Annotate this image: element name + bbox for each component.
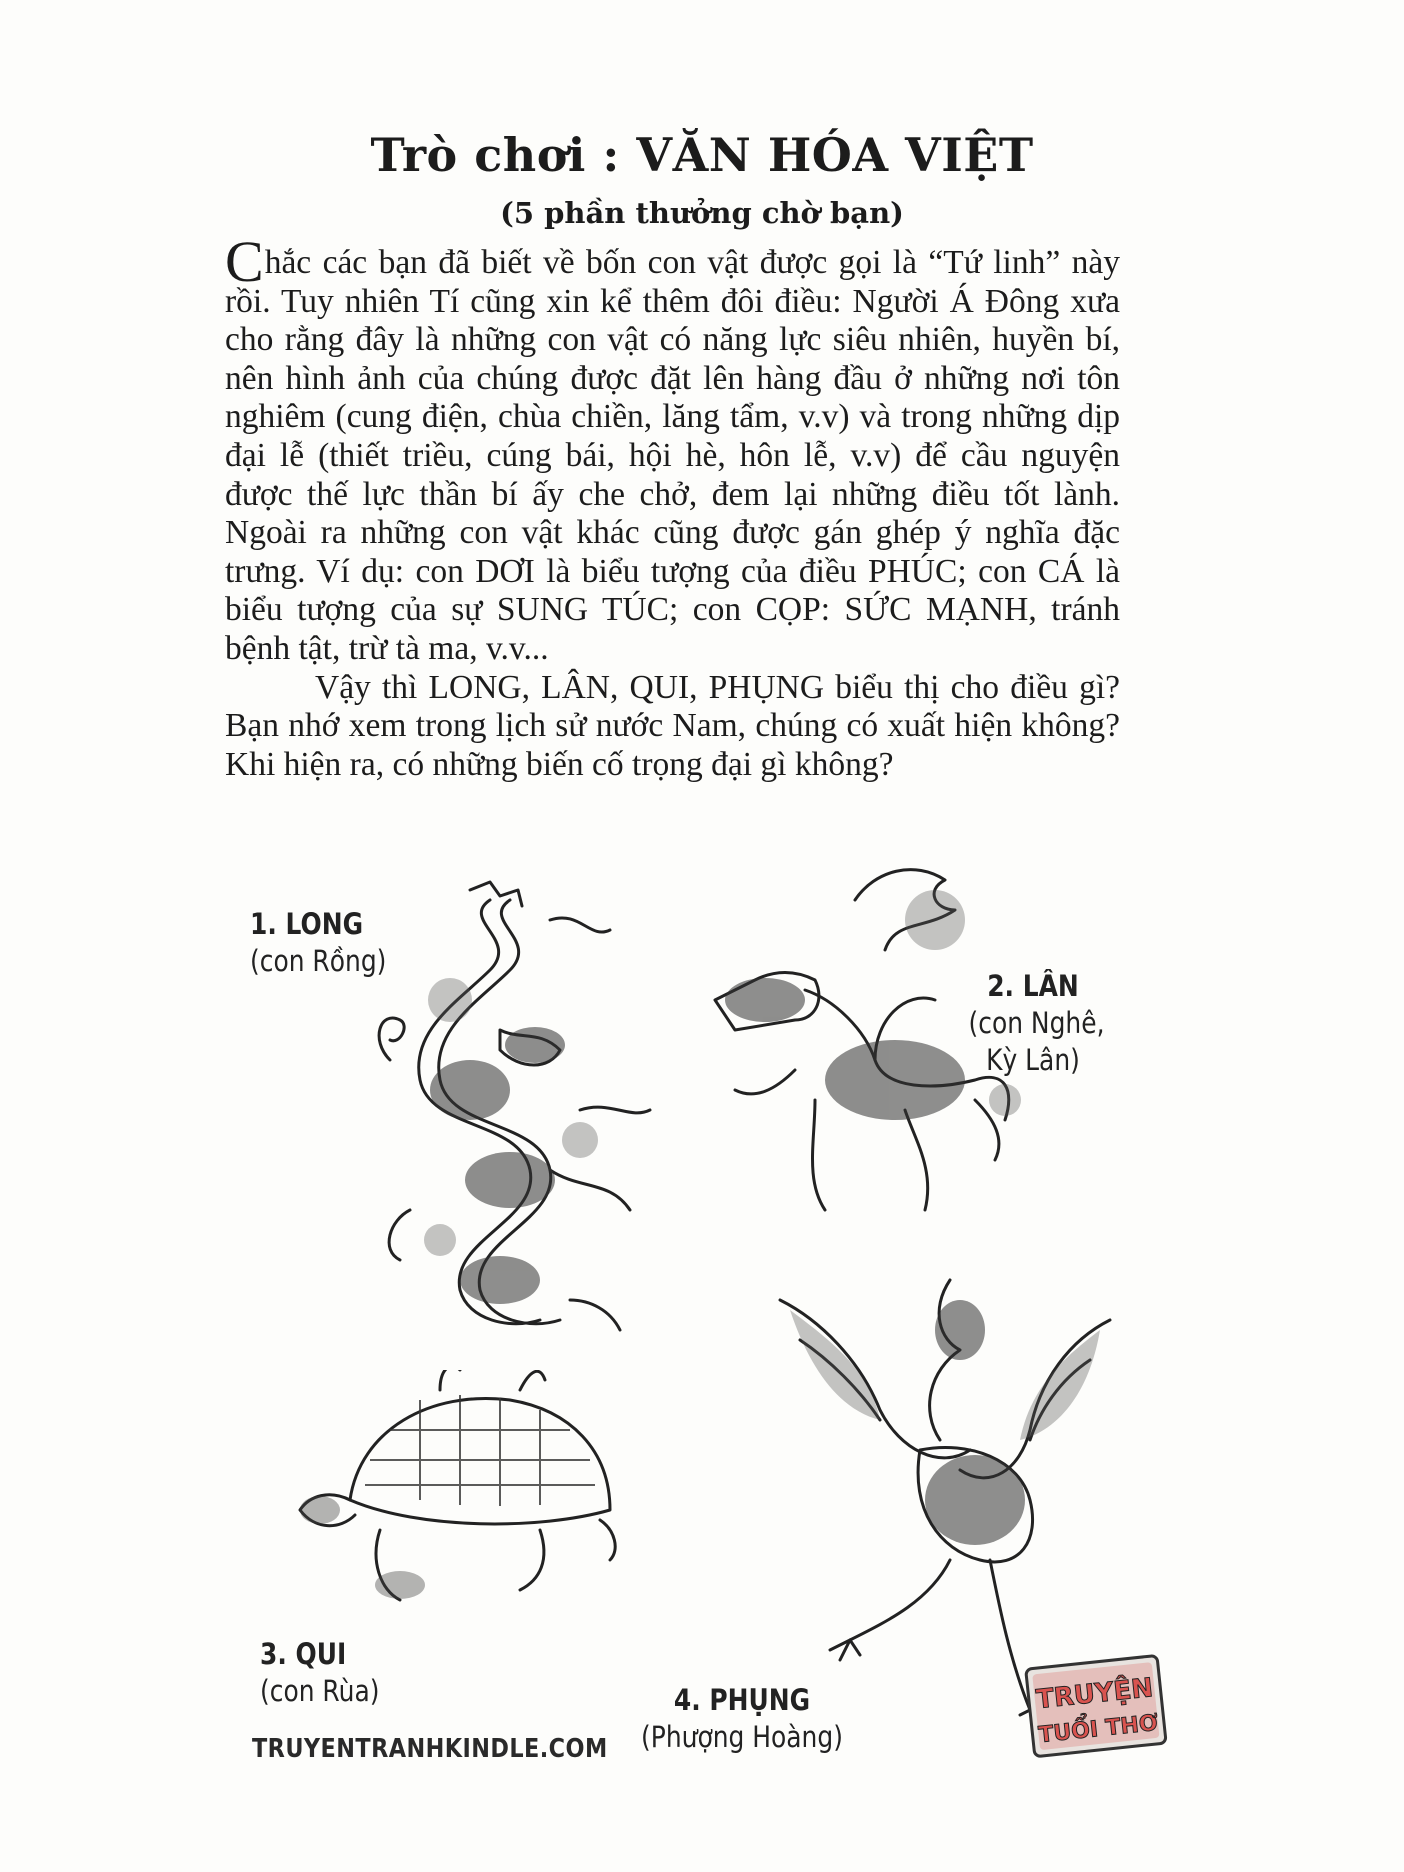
label-long-name: 1. LONG — [250, 907, 364, 941]
logo-line-1: TRUYỆN — [1034, 1673, 1155, 1716]
label-phung-name: 4. PHỤNG — [673, 1683, 811, 1717]
page-subtitle: (5 phần thưởng chờ bạn) — [500, 196, 904, 230]
label-qui-name: 3. QUI — [260, 1637, 347, 1671]
paragraph-2: Vậy thì LONG, LÂN, QUI, PHỤNG biểu thị cho điều gì? Bạn nhớ xem trong lịch sử nước Nam, chúng có xuất hiện không? Khi hiện ra, có những biến cố trọng đại gì không? — [225, 668, 1120, 783]
label-lan-desc: (con Nghê, — [968, 1006, 1105, 1040]
article-body — [225, 229, 1120, 784]
label-qui-desc: (con Rùa) — [260, 1674, 380, 1708]
label-phung-desc: (Phượng Hoàng) — [641, 1720, 843, 1754]
paragraph-1-text: hắc các bạn đã biết về bốn con vật được gọi là “Tứ linh” này rồi. Tuy nhiên Tí cũng xin kể thêm đôi điều: Người Á Đông xưa cho rằng đây là những con vật có năng lực siêu nhiên, huyền bí, nên hình ảnh của chúng được đặt lên hàng đầu ở những nơi tôn nghiêm (cung điện, chùa chiền, lăng tẩm, v.v) và trong những dịp đại lễ (thiết triều, cúng bái, hội hè, hôn lễ, v.v) để cầu nguyện được thế lực thần bí ấy che chở, đem lại những điều tốt lành. Ngoài ra những con vật khác cũng được gán ghép ý nghĩa đặc trưng. Ví dụ: con DƠI là biểu tượng của điều PHÚC; con CÁ là biểu tượng của sự SUNG TÚC; con CỌP: SỨC MẠNH, tránh bệnh tật, trừ tà ma, v.v... — [225, 244, 1120, 667]
truyen-tuoi-tho-logo-icon — [1022, 1652, 1172, 1762]
phoenix-illustration-icon — [770, 1260, 1120, 1720]
watermark: TRUYENTRANHKINDLE.COM — [252, 1734, 608, 1764]
label-qui — [260, 1636, 379, 1710]
paragraph-1 — [225, 229, 1120, 669]
dragon-illustration-icon — [350, 880, 680, 1350]
turtle-illustration-icon — [290, 1370, 620, 1620]
qilin-illustration-icon — [705, 860, 1035, 1250]
label-lan-name: 2. LÂN — [987, 969, 1079, 1003]
drop-cap: C — [225, 229, 264, 294]
label-lan-desc2: Kỳ Lân) — [986, 1043, 1080, 1077]
label-long-desc: (con Rồng) — [250, 944, 387, 978]
logo-line-2: TUỔI THƠ — [1037, 1710, 1160, 1749]
page-title: Trò chơi : VĂN HÓA VIỆT — [370, 128, 1034, 182]
